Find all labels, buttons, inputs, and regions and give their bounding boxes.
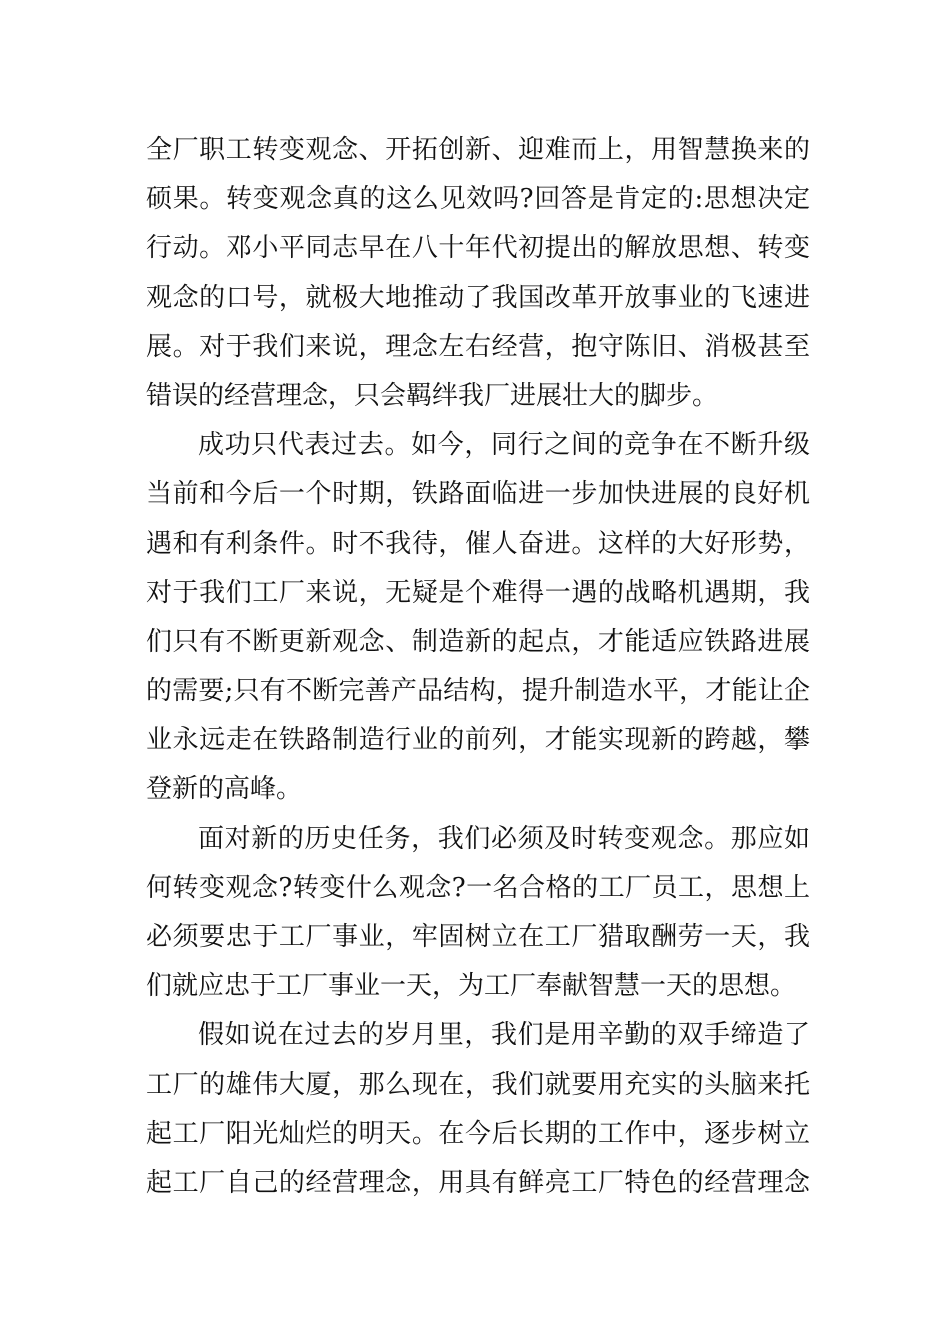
text-line: 的需要;只有不断完善产品结构，提升制造水平，才能让企 [146,676,810,707]
text-line: 工厂的雄伟大厦，那么现在，我们就要用充实的头脑来托 [146,1069,810,1100]
text-line: 成功只代表过去。如今，同行之间的竞争在不断升级 [198,430,810,461]
text-line: 登新的高峰。 [146,774,303,805]
body-text [146,126,810,1208]
text-line: 业永远走在铁路制造行业的前列，才能实现新的跨越，攀 [146,725,810,756]
text-line: 们只有不断更新观念、制造新的起点，才能适应铁路进展 [146,626,810,657]
text-line: 何转变观念?转变什么观念?一名合格的工厂员工，思想上 [146,872,810,903]
text-line: 假如说在过去的岁月里，我们是用辛勤的双手缔造了 [198,1020,810,1051]
text-line: 们就应忠于工厂事业一天，为工厂奉献智慧一天的思想。 [146,971,797,1002]
paragraph-3 [146,815,810,1012]
text-line: 展。对于我们来说，理念左右经营，抱守陈旧、消极甚至 [146,331,810,362]
text-line: 观念的口号，就极大地推动了我国改革开放事业的飞速进 [146,282,810,313]
paragraph-2 [146,421,810,815]
text-line: 必须要忠于工厂事业，牢固树立在工厂猎取酬劳一天，我 [146,922,810,952]
text-line: 当前和今后一个时期，铁路面临进一步加快进展的良好机 [146,479,810,510]
text-line: 面对新的历史任务，我们必须及时转变观念。那应如 [198,823,810,854]
text-line: 行动。邓小平同志早在八十年代初提出的解放思想、转变 [146,233,810,264]
text-line: 起工厂阳光灿烂的明天。在今后长期的工作中，逐步树立 [146,1118,810,1149]
text-line: 对于我们工厂来说，无疑是个难得一遇的战略机遇期，我 [146,577,810,608]
text-line: 全厂职工转变观念、开拓创新、迎难而上，用智慧换来的 [146,135,810,165]
text-line: 硕果。转变观念真的这么见效吗?回答是肯定的:思想决定 [146,184,810,215]
text-line: 遇和有利条件。时不我待，催人奋进。这样的大好形势， [146,528,810,559]
text-line: 错误的经营理念，只会羁绊我厂进展壮大的脚步。 [146,380,719,411]
text-line: 起工厂自己的经营理念，用具有鲜亮工厂特色的经营理念 [146,1167,810,1198]
paragraph-1 [146,126,810,421]
paragraph-4 [146,1011,810,1208]
